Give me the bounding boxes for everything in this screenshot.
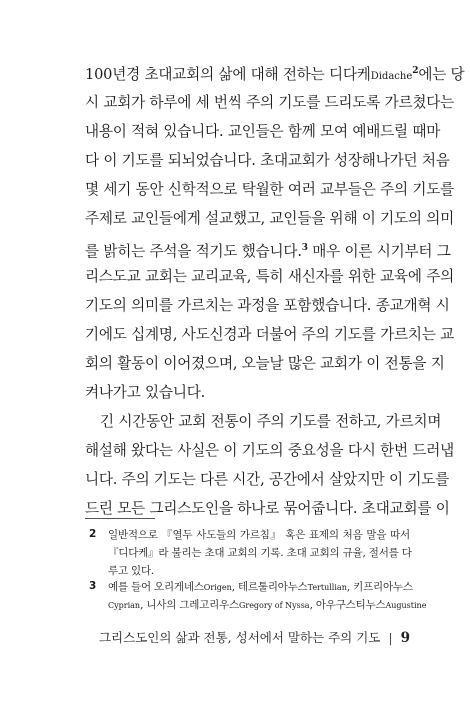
footnote-number: 3 xyxy=(89,580,97,592)
body-text-line: 시 교회가 하루에 세 번씩 주의 기도를 드리도록 가르쳤다는 xyxy=(85,94,455,111)
latin-name: Cyprian xyxy=(108,601,141,610)
footnote-ref[interactable]: 3 xyxy=(301,243,308,253)
footnote-ref[interactable]: 2 xyxy=(412,66,419,76)
latin-name: Gregory of Nyssa xyxy=(238,601,310,610)
body-text-line: 회의 활동이 이어졌으며, 오늘날 많은 교회가 이 전통을 지 xyxy=(85,355,445,372)
body-text-line: 니다. 주의 기도는 다른 시간, 공간에서 살았지만 이 기도를 xyxy=(85,471,450,488)
footnote-line: 예를 들어 오리게네스Origen, 테르툴리아누스Tertullian, 키프리아누스 xyxy=(108,581,413,593)
footnote-divider xyxy=(85,518,155,519)
latin-name: Augustine xyxy=(385,601,427,610)
page-number: 9 xyxy=(400,630,410,646)
text-segment: 100년경 초대교회의 삶에 대해 전하는 디다케 xyxy=(85,66,371,83)
body-text-line: 해설해 왔다는 사실은 이 기도의 중요성을 다시 한번 드러냅 xyxy=(85,442,455,459)
body-text-line: 다 이 기도를 되뇌었습니다. 초대교회가 성장해나가던 처음 xyxy=(85,152,450,169)
footer-separator: | xyxy=(388,630,393,645)
body-text-line: 기에도 십계명, 사도신경과 더불어 주의 기도를 가르치는 교 xyxy=(85,326,455,343)
body-text-line: 몇 세기 동안 신학적으로 탁월한 여러 교부들은 주의 기도를 xyxy=(85,181,455,198)
footnote-line: 일반적으로 『열두 사도들의 가르침』 혹은 표제의 처음 말을 따서 xyxy=(108,529,410,541)
footnote-line: Cyprian, 니사의 그레고리우스Gregory of Nyssa, 아우구스티누스Augustine xyxy=(108,599,427,611)
footnote-number: 2 xyxy=(89,528,97,540)
body-text-line: 내용이 적혀 있습니다. 교인들은 함께 모여 예배드릴 때마 xyxy=(85,123,441,140)
text-segment: 매우 이른 시기부터 그 xyxy=(307,243,451,260)
body-text-line: 기도의 의미를 가르치는 과정을 포함했습니다. 종교개혁 시 xyxy=(85,297,450,314)
latin-name: Tertullian xyxy=(307,583,347,592)
body-text-line: 주제로 교인들에게 설교했고, 교인들을 위해 이 기도의 의미 xyxy=(85,210,455,227)
body-text-line: 드린 모든 그리스도인을 하나로 묶어줍니다. 초대교회를 이 xyxy=(85,500,450,517)
body-text-line xyxy=(85,235,451,265)
footnote-line: 『디다케』라 불리는 초대 교회의 기록. 초대 교회의 규율, 절서를 다 xyxy=(108,547,412,559)
running-footer xyxy=(99,628,410,646)
latin-name: Origen xyxy=(203,583,232,592)
body-text-line xyxy=(85,58,465,90)
body-text-line: 긴 시간동안 교회 전통이 주의 기도를 전하고, 가르치며 xyxy=(100,413,442,430)
latin-term: Didache xyxy=(370,71,413,82)
text-segment: 를 밝히는 주석을 적기도 했습니다. xyxy=(85,243,302,260)
body-text-line: 켜나가고 있습니다. xyxy=(85,384,206,401)
text-segment: 에는 당 xyxy=(418,66,465,83)
body-text-line: 리스도교 교회는 교리교육, 특히 새신자를 위한 교육에 주의 xyxy=(85,268,455,285)
footnote-line: 루고 있다. xyxy=(108,565,155,577)
running-title: 그리스도인의 삶과 전통, 성서에서 말하는 주의 기도 xyxy=(98,630,381,645)
